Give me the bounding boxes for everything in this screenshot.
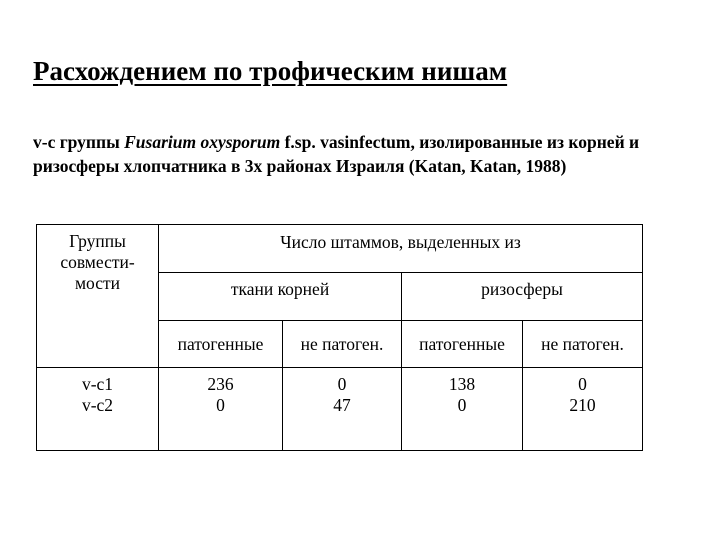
groups-header-line: Группы: [69, 231, 126, 251]
source-header-rhizosphere: [402, 273, 643, 321]
source-header-roots: [159, 273, 402, 321]
subtitle-species: Fusarium oxysporum: [124, 132, 281, 152]
strains-header-cell: [159, 225, 643, 273]
value: 0: [457, 395, 467, 415]
row-labels-cell: [37, 368, 159, 451]
type-header: патогенные: [402, 321, 523, 368]
value: 0: [578, 374, 587, 394]
row-label: v-c1: [81, 374, 114, 394]
value-cell: [283, 368, 402, 451]
value-cell: [523, 368, 643, 451]
value: 210: [569, 395, 596, 415]
value-cell: [159, 368, 283, 451]
strains-table: [36, 224, 643, 451]
groups-header-cell: [37, 225, 159, 368]
type-header: не патоген.: [523, 321, 643, 368]
slide-title: Расхождением по трофическим нишам: [33, 56, 508, 86]
value: 47: [333, 395, 351, 415]
value: 0: [337, 374, 347, 394]
source-header-rhizosphere-label: ризосферы: [481, 279, 563, 299]
type-header: не патоген.: [283, 321, 402, 368]
value: 236: [207, 374, 234, 394]
groups-header-line: совмести-: [60, 252, 135, 272]
subtitle-prefix: v-c группы: [33, 132, 125, 152]
slide-subtitle: [33, 130, 693, 178]
groups-header-line: мости: [74, 273, 121, 293]
row-label: v-c2: [81, 395, 114, 415]
type-header: патогенные: [159, 321, 283, 368]
value: 138: [448, 374, 476, 394]
source-header-roots-label: ткани корней: [230, 279, 330, 299]
value: 0: [216, 395, 225, 415]
value-cell: [402, 368, 523, 451]
strains-header: Число штаммов, выделенных из: [280, 232, 521, 252]
subtitle-suffix: f.sp. vasinfectum, изолированные из корней и ризосферы хлопчатника в 3х районах Израиля (Katan, Katan, 1988): [33, 132, 640, 176]
